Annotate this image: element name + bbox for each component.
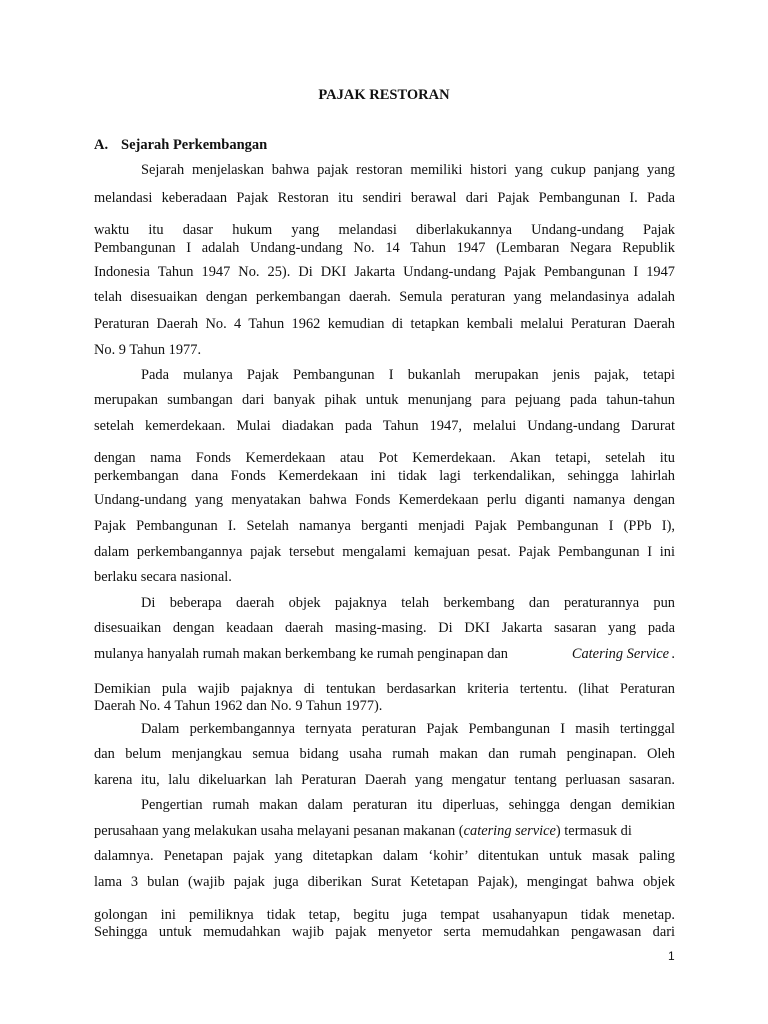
paragraph-line: Sehingga untuk memudahkan wajib pajak menyetor serta memudahkan pengawasan dari [94, 924, 675, 940]
paragraph-text: mulanya hanyalah rumah makan berkembang ke rumah penginapan dan [94, 646, 508, 662]
paragraph-line: lama 3 bulan (wajib pajak juga diberikan Surat Ketetapan Pajak), mengingat bahwa objek [94, 874, 675, 890]
italic-term: catering service [463, 823, 556, 839]
italic-term: Catering Service [571, 646, 669, 662]
paragraph-line: Daerah No. 4 Tahun 1962 dan No. 9 Tahun 1977). [94, 698, 383, 714]
paragraph-line: disesuaikan dengan keadaan daerah masing-masing. Di DKI Jakarta sasaran yang pada [94, 620, 675, 636]
paragraph-line: perkembangan dana Fonds Kemerdekaan ini tidak lagi terkendalikan, sehingga lahirlah [94, 468, 675, 484]
paragraph-line: Di beberapa daerah objek pajaknya telah berkembang dan peraturannya pun [141, 595, 675, 611]
paragraph-text: perusahaan yang melakukan usaha melayani pesanan makanan ( [94, 823, 464, 839]
paragraph-line: Peraturan Daerah No. 4 Tahun 1962 kemudian di tetapkan kembali melalui Peraturan Daerah [94, 316, 675, 332]
paragraph-line: berlaku secara nasional. [94, 569, 232, 585]
paragraph-line: Dalam perkembangannya ternyata peraturan Pajak Pembangunan I masih tertinggal [141, 721, 675, 737]
paragraph-line: merupakan sumbangan dari banyak pihak untuk menunjang para pejuang pada tahun-tahun [94, 392, 675, 408]
paragraph-line: No. 9 Tahun 1977. [94, 342, 202, 358]
paragraph-line: Sejarah menjelaskan bahwa pajak restoran memiliki histori yang cukup panjang yang [141, 162, 675, 178]
paragraph-line: Pengertian rumah makan dalam peraturan itu diperluas, sehingga dengan demikian [141, 797, 675, 813]
page-number: 1 [668, 949, 675, 963]
section-number: A. [94, 137, 109, 153]
paragraph-line: dalam perkembangannya pajak tersebut mengalami kemajuan pesat. Pajak Pembangunan I ini [94, 544, 675, 560]
paragraph-line: melandasi keberadaan Pajak Restoran itu sendiri berawal dari Pajak Pembangunan I. Pada [94, 190, 675, 206]
paragraph-line [94, 822, 675, 840]
paragraph-line: waktu itu dasar hukum yang melandasi diberlakukannya Undang-undang Pajak [94, 222, 675, 238]
paragraph-line [94, 645, 675, 663]
paragraph-line: Undang-undang yang menyatakan bahwa Fonds Kemerdekaan perlu diganti namanya dengan [94, 492, 675, 508]
document-title: PAJAK RESTORAN [318, 87, 450, 103]
paragraph-text: ) termasuk di [555, 823, 632, 839]
paragraph-line: dan belum menjangkau semua bidang usaha rumah makan dan rumah penginapan. Oleh [94, 746, 675, 762]
paragraph-line: dengan nama Fonds Kemerdekaan atau Pot Kemerdekaan. Akan tetapi, setelah itu [94, 450, 675, 466]
paragraph-line: Pada mulanya Pajak Pembangunan I bukanlah merupakan jenis pajak, tetapi [141, 367, 675, 383]
paragraph-line: telah disesuaikan dengan perkembangan daerah. Semula peraturan yang melandasinya adalah [94, 289, 675, 305]
paragraph-text: . [671, 646, 675, 662]
paragraph-line: golongan ini pemiliknya tidak tetap, begitu juga tempat usahanyapun tidak menetap. [94, 907, 675, 923]
paragraph-line: Demikian pula wajib pajaknya di tentukan berdasarkan kriteria tertentu. (lihat Peraturan [94, 681, 675, 697]
paragraph-line: Indonesia Tahun 1947 No. 25). Di DKI Jakarta Undang-undang Pajak Pembangunan I 1947 [94, 264, 675, 280]
paragraph-line: dalamnya. Penetapan pajak yang ditetapkan dalam ‘kohir’ ditentukan untuk masak paling [94, 848, 675, 864]
paragraph-line: karena itu, lalu dikeluarkan lah Peraturan Daerah yang mengatur tentang perluasan sasaran. [94, 772, 675, 788]
paragraph-line: Pajak Pembangunan I. Setelah namanya berganti menjadi Pajak Pembangunan I (PPb I), [94, 518, 675, 534]
paragraph-line: Pembangunan I adalah Undang-undang No. 14 Tahun 1947 (Lembaran Negara Republik [94, 240, 675, 256]
section-heading [94, 137, 267, 154]
section-heading-text: Sejarah Perkembangan [121, 137, 268, 153]
paragraph-line: setelah kemerdekaan. Mulai diadakan pada Tahun 1947, melalui Undang-undang Darurat [94, 418, 675, 434]
